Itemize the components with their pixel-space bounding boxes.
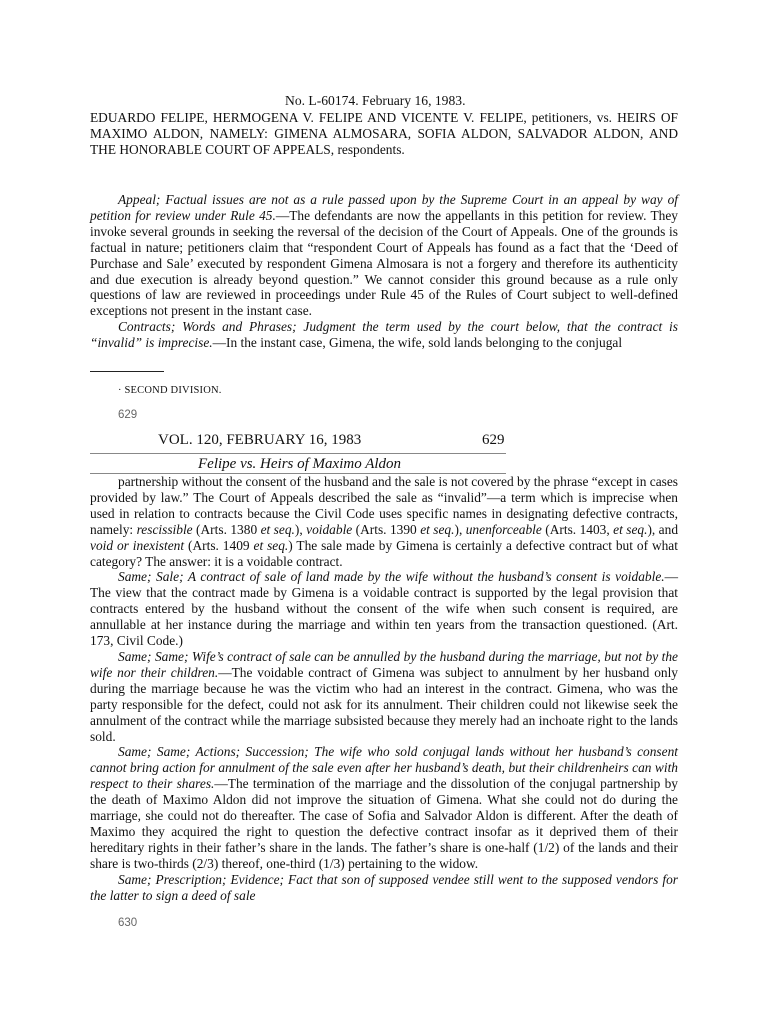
et-seq-3: et seq. [613, 521, 648, 537]
syllabus-block-second-page [90, 474, 678, 903]
syllabus-paragraph-3 [90, 569, 678, 649]
syllabus-3-body: —The view that the contract made by Gimena is a voidable contract is supported by the legal provision that contracts entered by the husband without the consent of the wife when such consent is required, are annullable at her instance during the marriage and within ten years from the transaction questioned. (Art. 173, Civil Code.) [90, 569, 678, 649]
syllabus-4-body: —The voidable contract of Gimena was subject to annulment by her husband only during the marriage because he was the victim who had an interest in the contract. Gimena, who was the party responsible for the defect, could not ask for its annulment. Their children could not likewise seek the annulment of the contract while the marriage subsisted because they merely had an inchoate right to the lands sold. [90, 664, 678, 744]
term-voidable: voidable [306, 521, 353, 537]
running-header-page: 629 [482, 432, 505, 448]
running-title: Felipe vs. Heirs of Maximo Aldon [198, 456, 402, 472]
syllabus-2-heading: Contracts; Words and Phrases; Judgment the term used by the court below, that the contract is “invalid” is imprecise. [90, 319, 678, 351]
syllabus-paragraph-2 [90, 319, 678, 351]
continued-text-g: ), and [647, 521, 679, 537]
continued-text-i: ) The sale made by Gimena is certainly a defective contract but of what category? The answer: it is a voidable contract. [90, 537, 678, 569]
syllabus-4-heading: Same; Same; Wife’s contract of sale can be annulled by the husband during the marriage, but not by the wife nor their children. [90, 648, 678, 680]
et-seq-1: et seq. [260, 521, 295, 537]
continued-text-d: (Arts. 1390 [352, 521, 421, 537]
case-number: No. L-60174. February 16, 1983. [285, 93, 466, 108]
syllabus-paragraph-5 [90, 744, 678, 871]
syllabus-1-heading: Appeal; Factual issues are not as a rule passed upon by the Supreme Court in an appeal by way of petition for review under Rule 45. [90, 192, 678, 223]
syllabus-5-heading: Same; Same; Actions; Succession; The wife who sold conjugal lands without her husband’s consent cannot bring action for annulment of the sale even after her husband’s death, but their childrenheirs can with respect to their shares. [90, 744, 678, 792]
syllabus-3-heading: Same; Sale; A contract of sale of land made by the wife without the husband’s consent is voidable. [118, 569, 665, 585]
et-seq-2: et seq. [420, 521, 455, 537]
running-header-volume: VOL. 120, FEBRUARY 16, 1983 [158, 432, 362, 448]
syllabus-block-first-page [90, 192, 678, 351]
continued-text-a: partnership without the consent of the husband and the sale is not covered by the phrase “except in cases provided by law.” The Court of Appeals described the sale as “invalid”—a term which is imprecise when used in relation to contracts because the Civil Code uses specific names in designating defective contracts, namely: [90, 474, 679, 537]
term-void-inexistent: void or inexistent [90, 537, 185, 553]
continued-text-h: (Arts. 1409 [184, 537, 254, 553]
footnote: · SECOND DIVISION. [118, 385, 222, 396]
continued-text-e: ), [454, 521, 466, 537]
continued-text-c: ), [294, 521, 307, 537]
page-marker-630: 630 [118, 917, 138, 929]
case-parties: EDUARDO FELIPE, HERMOGENA V. FELIPE AND VICENTE V. FELIPE, petitioners, vs. HEIRS OF MAXIMO ALDON, NAMELY: GIMENA ALMOSARA, SOFIA ALDON, SALVADOR ALDON, AND THE HONORABLE COURT OF APPEALS, respondents. [90, 110, 678, 158]
syllabus-paragraph-4 [90, 649, 678, 744]
continued-paragraph [90, 474, 678, 569]
syllabus-2-body: —In the instant case, Gimena, the wife, sold lands belonging to the conjugal [212, 335, 623, 351]
continued-text-b: (Arts. 1380 [192, 521, 261, 537]
term-unenforceable: unenforceable [465, 521, 542, 537]
continued-text-f: (Arts. 1403, [541, 521, 614, 537]
et-seq-4: et seq. [253, 537, 289, 553]
term-rescissible: rescissible [136, 521, 193, 537]
syllabus-6-heading: Same; Prescription; Evidence; Fact that son of supposed vendee still went to the supposed vendors for the latter to sign a deed of sale [90, 871, 678, 903]
syllabus-paragraph-1 [90, 192, 678, 319]
page-marker-629: 629 [118, 409, 138, 421]
footnote-divider [90, 371, 164, 372]
syllabus-5-body: —The termination of the marriage and the dissolution of the conjugal partnership by the death of Maximo Aldon did not improve the situation of Gimena. What she could not do during the marriage, she could not do thereafter. The case of Sofia and Salvador Aldon is different. After the death of Maximo they acquired the right to question the defective contract insofar as it deprived them of their hereditary rights in their father’s share in the lands. The father’s share is one-half (1/2) of the lands and their share is two-thirds (2/3) thereof, one-third (1/3) pertaining to the widow. [90, 776, 678, 871]
syllabus-paragraph-6 [90, 872, 678, 904]
header-rule-top [90, 453, 506, 454]
syllabus-1-body: —The defendants are now the appellants in this petition for review. They invoke several grounds in seeking the reversal of the decision of the Court of Appeals. One of the grounds is factual in nature; petitioners claim that “respondent Court of Appeals has found as a fact that the ‘Deed of Purchase and Sale’ executed by respondent Gimena Almosara is not a forgery and therefore its authenticity and due execution is already beyond question.” We cannot consider this ground because as a rule only questions of law are reviewed in proceedings under Rule 45 of the Rules of Court subject to well-defined exceptions not present in the instant case. [90, 207, 678, 319]
